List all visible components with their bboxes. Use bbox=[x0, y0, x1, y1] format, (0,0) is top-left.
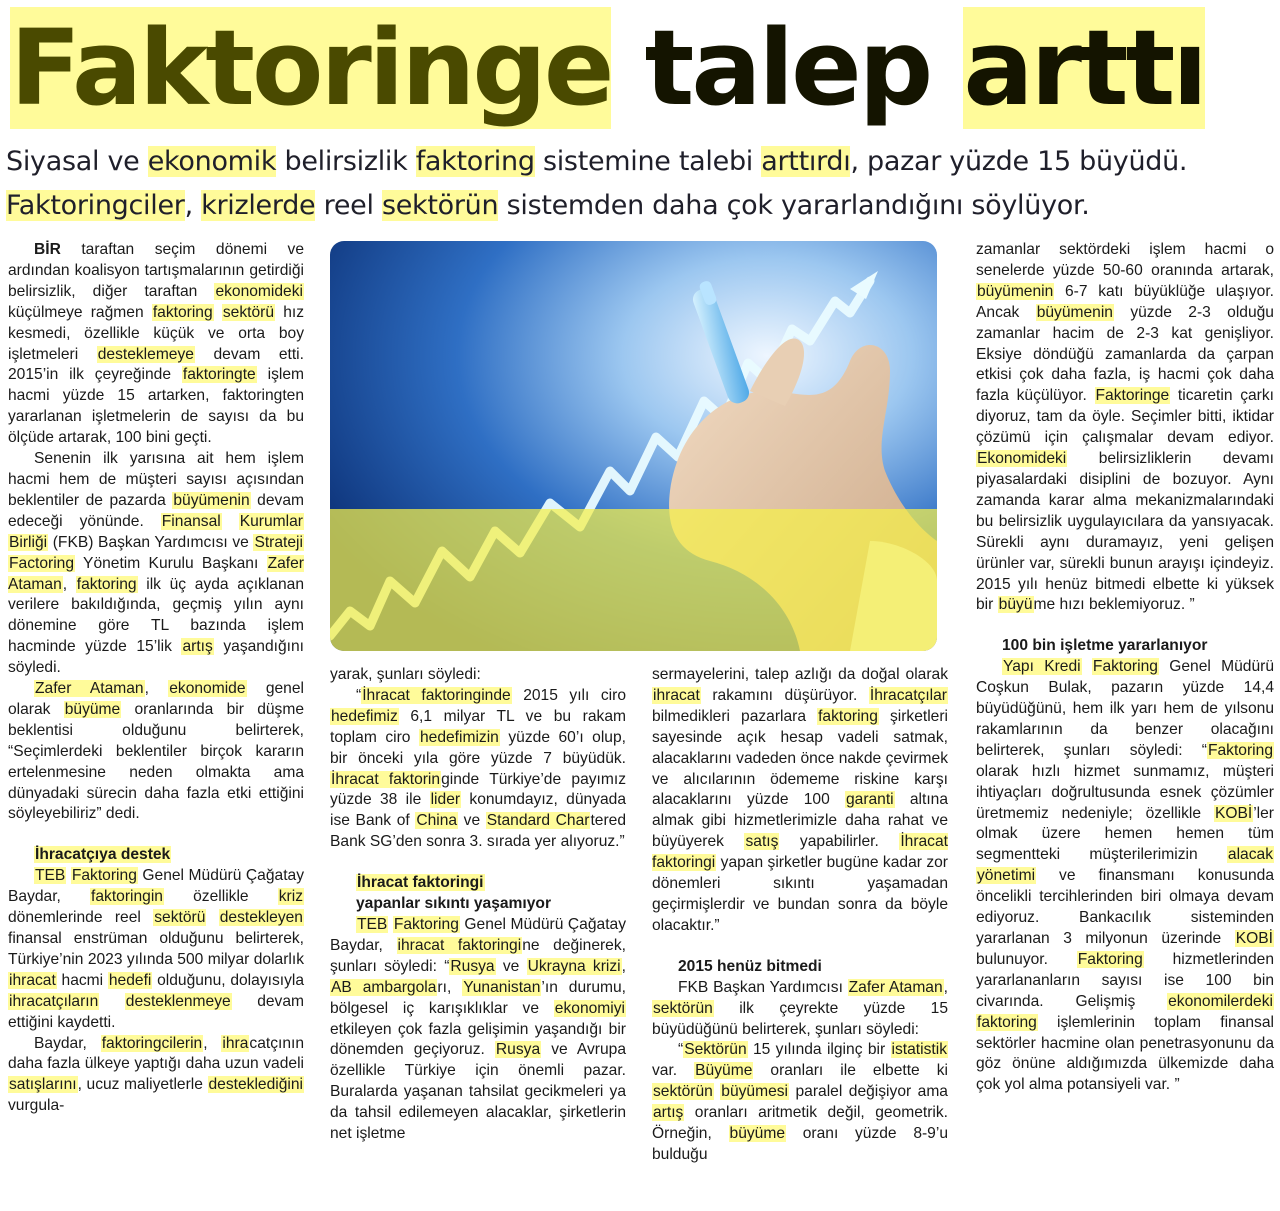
highlighted-term: Faktoringe bbox=[1095, 387, 1170, 405]
section-heading bbox=[976, 636, 1274, 657]
highlighted-term: Yunanistan bbox=[463, 978, 541, 996]
text-run: yüzde 60’ı olup, bir önceki yıla göre yüzde 7 büyüdük. bbox=[330, 728, 626, 767]
text-run: devam edeceği yönünde. bbox=[8, 491, 304, 530]
section-gap bbox=[976, 616, 1274, 636]
text-run: hız kesmedi, özellikle küçük ve orta boy işletmeleri bbox=[8, 303, 305, 363]
section-gap bbox=[8, 825, 304, 845]
section-gap bbox=[330, 853, 626, 873]
highlighted-term: Standard Char bbox=[486, 812, 590, 830]
text-run: yapanlar sıkıntı yaşamıyor bbox=[356, 895, 552, 913]
text-run: “ bbox=[678, 1041, 684, 1059]
headline-word-3: arttı bbox=[963, 7, 1205, 129]
text-run: sistemden daha çok yararlandığını söylüyor. bbox=[498, 190, 1090, 221]
text-run: me hızı beklemiyoruz. ” bbox=[1033, 596, 1195, 614]
highlighted-term: ekonomideki bbox=[215, 282, 303, 300]
highlighted-term: faktoringcilerin bbox=[101, 1034, 203, 1052]
text-run: Genel Müdürü Çağatay Baydar, bbox=[330, 915, 626, 954]
text-run: Senenin ilk yarısına ait hem işlem hacmi hem de müşteri sayısı açısından beklentiler de pazarda bbox=[8, 450, 304, 509]
highlighted-term: TEB bbox=[357, 915, 388, 933]
highlighted-term: ihracatçıların bbox=[9, 992, 99, 1010]
highlighted-term: Zafer Ataman bbox=[35, 680, 144, 698]
paragraph bbox=[8, 679, 304, 825]
text-run: reel bbox=[315, 190, 382, 221]
text-run: olarak hızlı hizmet sunmamız, müşteri ihtiyaçları doğrultusunda esnek çözümler üretmemiz nedeniyle; özellikle bbox=[976, 762, 1274, 822]
highlighted-term: İhracat faktorin bbox=[331, 770, 441, 788]
text-run: taraftan seçim dönemi ve ardından koalisyon tartışmalarının getirdiği belirsizlik, diğer taraftan bbox=[8, 241, 304, 300]
text-run: 100 bin işletme yararlanıyor bbox=[1002, 637, 1208, 655]
highlighted-term: faktoring bbox=[76, 575, 137, 593]
paragraph bbox=[330, 915, 626, 1145]
article-column-3 bbox=[652, 665, 948, 1166]
section-heading bbox=[330, 873, 626, 894]
text-run: ne değinerek, şunları söyledi: “ bbox=[330, 936, 626, 975]
highlighted-term: Faktoring bbox=[1207, 741, 1273, 759]
highlighted-term: sektörün bbox=[653, 999, 713, 1017]
paragraph bbox=[8, 1034, 304, 1118]
paragraph bbox=[652, 1040, 948, 1165]
highlighted-term: Kurumlar bbox=[239, 512, 303, 530]
text-run: , ucuz maliyetlerle bbox=[77, 1076, 208, 1094]
text-run: (FKB) Başkan Yardımcısı ve bbox=[48, 533, 254, 551]
text-run: var. bbox=[652, 1062, 695, 1080]
highlighted-term: destekleyen bbox=[219, 909, 303, 927]
text-run: Siyasal ve bbox=[6, 146, 148, 177]
text-run: 6,1 milyar TL ve bu rakam toplam ciro bbox=[330, 707, 626, 746]
highlighted-term: garanti bbox=[845, 791, 894, 809]
text-run: ve bbox=[458, 812, 486, 830]
article-column-2 bbox=[330, 665, 626, 1145]
highlighted-term: büyümenin bbox=[1036, 303, 1113, 321]
highlighted-term: desteklenmeye bbox=[125, 992, 231, 1010]
text-run: Genel Müdürü Çağatay Baydar, bbox=[8, 867, 304, 906]
highlighted-term: Yapı Kredi bbox=[1003, 658, 1081, 676]
text-run: 2015 yılı ciro bbox=[511, 686, 626, 704]
text-run bbox=[214, 304, 222, 321]
text-run: etkileyen çok fazla gelişimin yaşandığı bir dönemden geçiyoruz. bbox=[330, 1020, 626, 1059]
text-run: 2015 henüz bitmedi bbox=[678, 957, 822, 975]
highlighted-term: İhracat faktoringinde bbox=[362, 686, 511, 704]
highlighted-term: faktoring bbox=[152, 303, 213, 321]
text-run: özellikle bbox=[163, 888, 278, 906]
text-run: küçülmeye rağmen bbox=[8, 303, 152, 321]
paragraph bbox=[652, 978, 948, 1041]
highlighted-term: büyümenin bbox=[977, 282, 1054, 300]
text-run: , bbox=[62, 575, 76, 593]
highlighted-term: Factoring bbox=[9, 554, 75, 572]
highlighted-term: satışlarını bbox=[9, 1076, 77, 1094]
article-column-1 bbox=[8, 240, 304, 1117]
headline-word-2: talep bbox=[644, 7, 931, 129]
text-run: ve finansmanı konusunda öncelikli tercihlerinden biri olmaya devam ediyoruz. Bankacılık sisteminden yararlanan 3 milyonun üzerinde bbox=[976, 867, 1274, 947]
text-run: yapabilirler. bbox=[779, 833, 900, 851]
highlighted-term: artış bbox=[653, 1104, 684, 1122]
highlighted-term: büyümenin bbox=[173, 491, 250, 509]
highlighted-term: TEB bbox=[35, 867, 66, 885]
text-run: , bbox=[621, 957, 626, 975]
text-run: tered Bank SG’den sonra 3. sırada yer alıyoruz.” bbox=[330, 812, 626, 851]
text-run: yaşandığını söyledi. bbox=[8, 638, 304, 677]
highlighted-term: ihracat faktoringi bbox=[397, 936, 522, 954]
highlighted-term: Faktoringciler bbox=[6, 190, 185, 221]
highlighted-term: arttırdı bbox=[761, 146, 851, 177]
highlighted-term: ihracat bbox=[653, 686, 700, 704]
text-run: , bbox=[144, 680, 169, 698]
text-run: sistemine talebi bbox=[534, 146, 762, 177]
text-run: yapan şirketler bugüne kadar zor dönemleri sıkıntı yaşamadan geçirmişlerdir ve bundan sonra da böyle olacaktır.” bbox=[652, 854, 948, 934]
paragraph bbox=[8, 866, 304, 1033]
highlighted-term: istatistik bbox=[891, 1041, 947, 1059]
text-run: ilk üç ayda açıklanan verilere bakıldığında, geçmiş yılın aynı dönemine göre TL bazında işlem hacminde yüzde 15’lik bbox=[8, 575, 304, 656]
subheadline-line-1 bbox=[6, 140, 1276, 184]
text-run: , pazar yüzde 15 büyüdü. bbox=[850, 146, 1188, 177]
highlighted-term: Zafer Ataman bbox=[848, 978, 943, 996]
highlighted-term: alacak bbox=[1227, 846, 1273, 864]
text-run: ’ın durumu, bölgesel iç karışıklıklar ve bbox=[330, 978, 626, 1017]
highlighted-term: ekonomik bbox=[147, 146, 277, 177]
highlighted-term: Rusya bbox=[450, 957, 495, 975]
highlighted-term: yönetimi bbox=[977, 867, 1036, 885]
text-run: genel olarak bbox=[8, 680, 304, 718]
text-run: oranı yüzde 8-9’u bulduğu bbox=[652, 1125, 948, 1163]
text-run: dönemlerinde reel bbox=[8, 909, 154, 927]
highlighted-term: ekonomide bbox=[169, 680, 246, 698]
text-run: oranları ile elbette ki bbox=[753, 1062, 948, 1080]
text-run: FKB Başkan Yardımcısı bbox=[678, 978, 848, 996]
highlighted-term: Birliği bbox=[9, 533, 48, 551]
highlighted-term: ekonomiyi bbox=[554, 999, 625, 1017]
highlighted-term: faktoringte bbox=[182, 366, 256, 384]
text-run: işlem hacmi yüzde 15 artarken, faktoringten yararlanan işletmelerin de sayısı da bu ölçüde artarak, 100 bini geçti. bbox=[8, 366, 304, 447]
text-run: olduğunu, dolayısıyla bbox=[152, 971, 305, 989]
highlighted-term: Ukrayna krizi bbox=[527, 957, 621, 975]
highlighted-term: KOBİ bbox=[1235, 930, 1273, 947]
text-run: ginde Türkiye’de payımız yüzde 38 ile bbox=[330, 770, 626, 809]
section-gap bbox=[652, 937, 948, 957]
highlighted-term: ekonomilerdeki bbox=[1168, 992, 1273, 1010]
text-run: Genel Müdürü Coşkun Bulak, pazarın yüzde 14,4 büyüdüğünü, hem ilk yarı hem de yılsonu rakamlarının da benzer olacağını belirterek, şunları söyledi: “ bbox=[976, 658, 1275, 759]
paragraph bbox=[330, 686, 626, 853]
text-run: finansal enstrüman olduğunu belirterek, Türkiye’nin 2023 yılında 500 milyar dolarlık bbox=[8, 930, 304, 968]
text-run bbox=[206, 909, 218, 926]
highlighted-term: Zafer Ataman bbox=[8, 554, 304, 593]
text-run: ve bbox=[495, 957, 527, 975]
highlighted-term: Faktoring bbox=[393, 915, 459, 933]
highlighted-term: faktoring bbox=[818, 707, 878, 725]
text-run: yarak, şunları söyledi: bbox=[330, 666, 481, 683]
highlighted-term: satış bbox=[745, 833, 779, 851]
text-run: bulunuyor. bbox=[976, 950, 1077, 968]
text-run: belirsizlik bbox=[276, 146, 416, 177]
highlighted-term: krizlerde bbox=[201, 190, 316, 221]
highlighted-term: China bbox=[416, 812, 458, 830]
highlighted-term: desteklemeye bbox=[97, 345, 194, 363]
text-run: Baydar, bbox=[34, 1034, 101, 1052]
highlighted-term: faktoringin bbox=[91, 888, 163, 906]
highlighted-term: Büyüme bbox=[695, 1062, 753, 1080]
highlighted-term: Ekonomideki bbox=[977, 450, 1067, 468]
text-run: sermayelerini, talep azlığı da doğal olarak bbox=[652, 666, 948, 683]
text-run: paralel değişiyor ama bbox=[789, 1083, 948, 1101]
highlighted-term: Sektörün bbox=[684, 1041, 747, 1059]
highlighted-term: İhracat faktoringi bbox=[357, 874, 484, 892]
highlighted-term: Faktoring bbox=[1092, 658, 1158, 676]
highlighted-term: hedefimiz bbox=[331, 707, 398, 725]
text-run: Yönetim Kurulu Başkanı bbox=[75, 554, 267, 572]
highlighted-term: sektörü bbox=[154, 909, 206, 927]
text-run bbox=[99, 993, 125, 1010]
text-run: ’ler olmak üzere hemen hemen tüm segmentteki müşterilerimizin bbox=[976, 804, 1274, 864]
text-run bbox=[222, 513, 239, 530]
subheadline-line-2 bbox=[6, 184, 1276, 228]
article-photo bbox=[330, 241, 937, 651]
highlighted-term: kriz bbox=[278, 888, 303, 906]
highlighted-term: Faktoring bbox=[1077, 950, 1143, 968]
text-run: oranları aritmetik değil, geometrik. Örneğin, bbox=[652, 1104, 948, 1143]
text-run: rakamını düşürüyor. bbox=[700, 686, 869, 704]
text-run: “ bbox=[356, 686, 362, 704]
highlighted-term: sektörün bbox=[381, 190, 499, 221]
paragraph bbox=[330, 665, 626, 686]
section-heading bbox=[8, 845, 304, 866]
paragraph bbox=[8, 240, 304, 449]
text-run: ticaretin çarkı diyoruz, tam da öyle. Seçimler bitti, iktidar çözümü için çalışmalar devam ediyor. bbox=[976, 387, 1274, 447]
text-run: ve Avrupa özellikle Türkiye için önemli pazar. Buralarda yaşanan tahsilat gecikmeleri ya da tahsil edilemeyen alacaklar, şirketlerin net işletme bbox=[330, 1041, 627, 1143]
article-column-4 bbox=[976, 240, 1274, 1096]
highlighted-term: sektörü bbox=[222, 303, 274, 321]
highlighted-term: KOBİ bbox=[1214, 804, 1253, 822]
text-run: 15 yılında ilginç bir bbox=[747, 1041, 891, 1059]
highlighted-term: İhracatçıya destek bbox=[35, 846, 171, 864]
highlighted-term: büyümesi bbox=[721, 1083, 789, 1101]
highlighted-term: faktoring bbox=[977, 1013, 1037, 1031]
text-run: hizmetlerinden yararlananların sayısı ise 100 bin civarında. Gelişmiş bbox=[976, 950, 1274, 1010]
highlighted-term: büyüme bbox=[729, 1125, 786, 1143]
highlighted-term: ihracat bbox=[9, 971, 56, 989]
text-run: altına almak gibi hizmetlerimizle daha rahat ve büyüyerek bbox=[652, 791, 948, 851]
highlighted-term: İhracat faktoringi bbox=[652, 833, 948, 872]
text-run: şirketleri sayesinde açık hesap vadeli satmak, alacaklarını vadeden önce nakde çevirmek ve alıcılarının ödememe riskine karşı alacaklarını yüzde 100 bbox=[652, 707, 948, 809]
text-run: bilmedikleri pazarlara bbox=[652, 707, 818, 725]
headline bbox=[10, 8, 1272, 128]
text-run: vurgula- bbox=[8, 1097, 65, 1115]
text-run: zamanlar sektördeki işlem hacmi o senelerde yüzde 50-60 oranında artarak, bbox=[976, 241, 1274, 279]
highlighted-term: faktoring bbox=[415, 146, 535, 177]
text-run: 6-7 katı büyüklüğe ulaşıyor. Ancak bbox=[976, 282, 1274, 321]
text-run: rı, bbox=[437, 978, 463, 996]
highlighted-term: AB ambargola bbox=[331, 978, 437, 996]
text-run: , bbox=[184, 190, 202, 221]
paragraph bbox=[8, 449, 304, 679]
highlighted-term: büyüme bbox=[64, 700, 121, 718]
text-run: oranlarında bir düşme beklentisi olduğunu belirterek, “Seçimlerdeki beklentiler birçok kararın ertelenmesine neden olmakta ama dünyadaki sürecin daha fazla etki ettiğini söyleyebiliriz” dedi. bbox=[8, 700, 304, 823]
text-run bbox=[1082, 658, 1092, 675]
highlighted-term: Strateji bbox=[254, 533, 303, 551]
paragraph bbox=[976, 657, 1274, 1096]
text-run: , bbox=[943, 978, 948, 996]
text-run: konumdayız, dünyada ise Bank of bbox=[330, 791, 626, 830]
subheadline bbox=[6, 140, 1276, 228]
paragraph bbox=[976, 240, 1274, 616]
chart-arrow-hand-icon bbox=[330, 241, 937, 651]
section-heading bbox=[330, 894, 626, 915]
highlighted-term: hedefi bbox=[108, 971, 152, 989]
highlighted-term: artış bbox=[182, 638, 213, 656]
highlighted-term: hedefimizin bbox=[419, 728, 499, 746]
highlighted-term: sektörün bbox=[653, 1083, 713, 1101]
text-run: hacmi bbox=[56, 971, 108, 989]
headline-word-1: Faktoringe bbox=[10, 7, 612, 129]
text-run: ilk çeyrekte yüzde 15 büyüdüğünü belirterek, şunları söyledi: bbox=[652, 999, 948, 1038]
highlighted-term: desteklediğini bbox=[208, 1076, 303, 1094]
text-run: devam etti. 2015’in ilk çeyreğinde bbox=[8, 345, 304, 384]
text-run: belirsizliklerin devamı piyasalardaki disiplini de bozuyor. Aynı zamanda karar alma mekanizmalarındaki bu belirsizlik uygulayıcılara da yansıyacak. Sürekli aynı duramayız, yeni gelişen ürünler var, sürekli bunun arayışı içindeyiz. 2015 yılı henüz bitmedi elbette ki yüksek bir bbox=[976, 450, 1274, 614]
highlighted-term: İhracatçılar bbox=[869, 686, 947, 704]
highlighted-term: Faktoring bbox=[71, 867, 137, 885]
section-heading bbox=[652, 957, 948, 978]
paragraph bbox=[652, 665, 948, 937]
highlighted-term: ihra bbox=[222, 1034, 249, 1052]
highlighted-term: Finansal bbox=[161, 512, 221, 530]
bold-text: BİR bbox=[34, 241, 61, 258]
text-run: yüzde 2-3 olduğu zamanlar hacim de 2-3 kat genişliyor. Eksiye döndüğü zamanlarda da çarpan etkisi çok daha fazla, iş hacmi çok daha fazla küçülüyor. bbox=[976, 303, 1274, 405]
text-run: işlemlerinin toplam finansal sektörler hacmine olan penetrasyonunu da göz önüne aldığımızda ülkemizde daha çok yol alma potansiyeli var. ” bbox=[976, 1013, 1274, 1094]
highlighted-term: lider bbox=[430, 791, 461, 809]
highlighted-term: büyü bbox=[998, 596, 1033, 614]
text-run: , bbox=[203, 1034, 222, 1052]
text-run: devam ettiğini kaydetti. bbox=[8, 992, 304, 1031]
highlighted-term: Rusya bbox=[495, 1041, 541, 1059]
text-run: catçının daha fazla ülkeye yaptığı daha uzun vadeli bbox=[8, 1034, 304, 1073]
